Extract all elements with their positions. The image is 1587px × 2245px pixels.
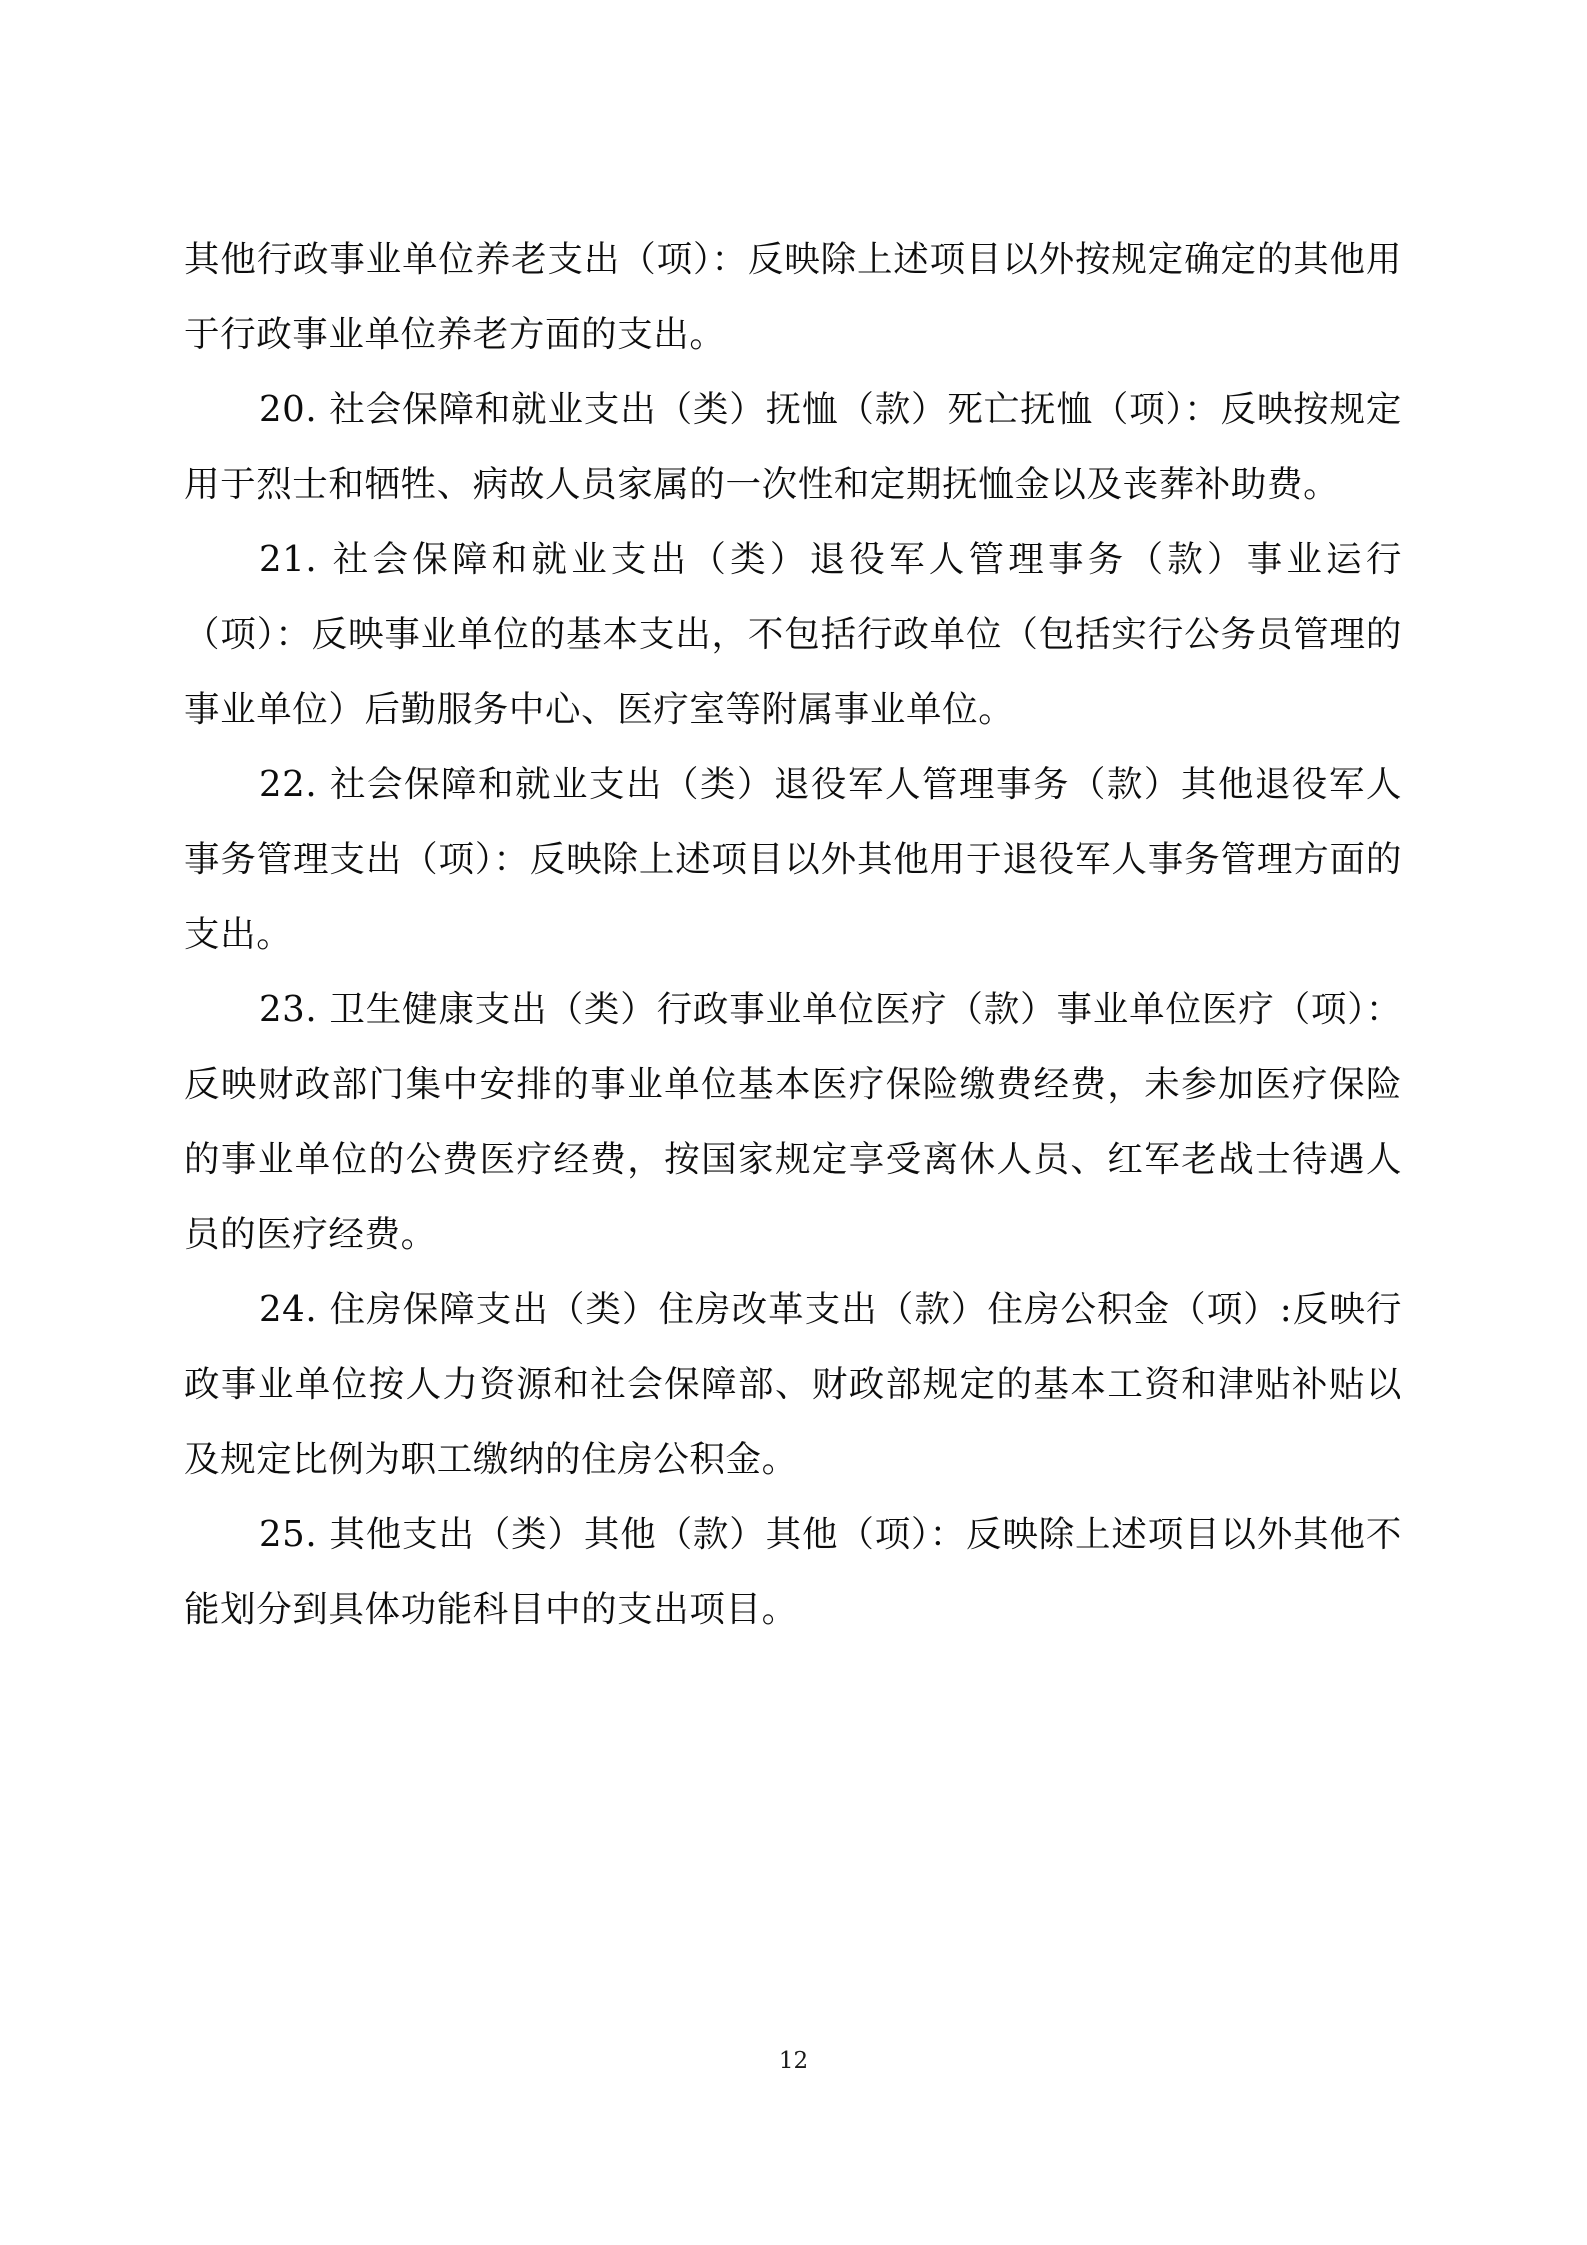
paragraph: 其他行政事业单位养老支出（项）：反映除上述项目以外按规定确定的其他用于行政事业单位养老方面的支出。 [184, 239, 1402, 355]
paragraph: 22. 社会保障和就业支出（类）退役军人管理事务（款）其他退役军人事务管理支出（项）：反映除上述项目以外其他用于退役军人事务管理方面的支出。 [184, 764, 1402, 955]
paragraph: 23. 卫生健康支出（类）行政事业单位医疗（款）事业单位医疗（项）：反映财政部门集中安排的事业单位基本医疗保险缴费经费，未参加医疗保险的事业单位的公费医疗经费，按国家规定享受离休人员、红军老战士待遇人员的医疗经费。 [184, 989, 1402, 1255]
page-body [184, 222, 1402, 1647]
paragraph: 25. 其他支出（类）其他（款）其他（项）：反映除上述项目以外其他不能划分到具体功能科目中的支出项目。 [184, 1514, 1402, 1630]
paragraph: 20. 社会保障和就业支出（类）抚恤（款）死亡抚恤（项）：反映按规定用于烈士和牺牲、病故人员家属的一次性和定期抚恤金以及丧葬补助费。 [184, 389, 1402, 505]
paragraph: 24. 住房保障支出（类）住房改革支出（款）住房公积金（项）:反映行政事业单位按人力资源和社会保障部、财政部规定的基本工资和津贴补贴以及规定比例为职工缴纳的住房公积金。 [184, 1289, 1402, 1480]
page-number: 12 [778, 2048, 809, 2074]
paragraph: 21. 社会保障和就业支出（类）退役军人管理事务（款）事业运行（项）：反映事业单位的基本支出，不包括行政单位（包括实行公务员管理的事业单位）后勤服务中心、医疗室等附属事业单位。 [184, 539, 1402, 730]
